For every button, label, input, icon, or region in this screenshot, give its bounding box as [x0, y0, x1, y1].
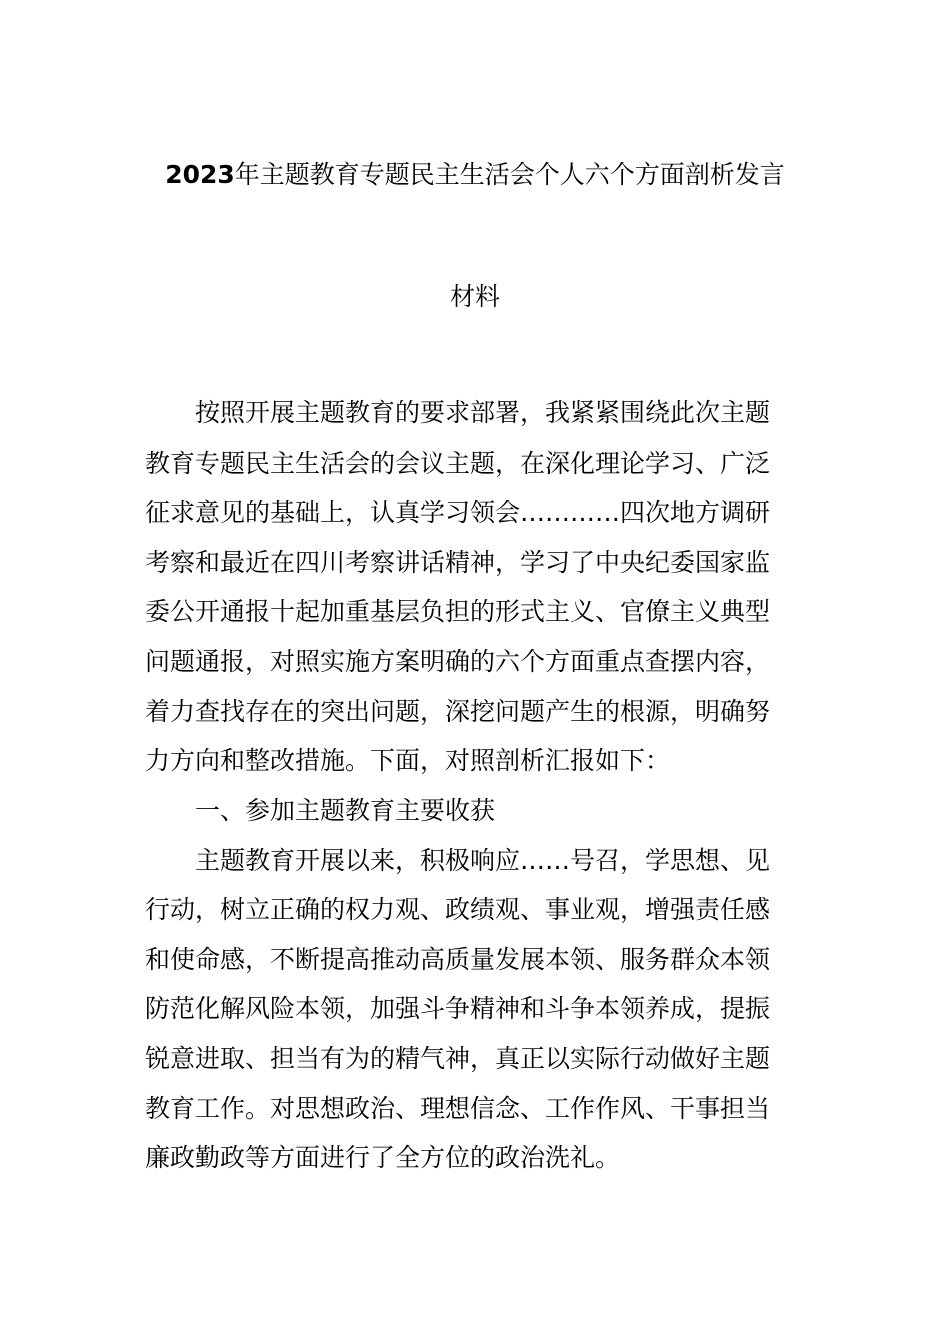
paragraph-1-line-5: 委公开通报十起加重基层负担的形式主义、官僚主义典型: [145, 597, 771, 626]
section-heading-1: 一、参加主题教育主要收获: [195, 796, 496, 825]
paragraph-2-line-1: 主题教育开展以来，积极响应……号召，学思想、见: [195, 846, 771, 875]
document-title-continuation: 材料: [449, 282, 500, 311]
paragraph-1-line-8: 力方向和整改措施。下面，对照剖析汇报如下：: [145, 746, 671, 775]
paragraph-1-line-7: 着力查找存在的突出问题，深挖问题产生的根源，明确努: [145, 697, 771, 726]
paragraph-1-line-2: 教育专题民主生活会的会议主题，在深化理论学习、广泛: [145, 449, 771, 478]
title-year: 2023: [165, 160, 235, 189]
paragraph-2-line-6: 教育工作。对思想政治、理想信念、工作作风、干事担当: [145, 1094, 771, 1123]
paragraph-1-line-1: 按照开展主题教育的要求部署，我紧紧围绕此次主题: [195, 398, 771, 427]
document-title: [0, 158, 950, 192]
paragraph-1-line-4: 考察和最近在四川考察讲话精神，学习了中央纪委国家监: [145, 548, 771, 577]
paragraph-1-line-3: 征求意见的基础上，认真学习领会…………四次地方调研: [145, 498, 771, 527]
paragraph-2-line-3: 和使命感，不断提高推动高质量发展本领、服务群众本领: [145, 945, 771, 974]
paragraph-2-line-5: 锐意进取、担当有为的精气神，真正以实际行动做好主题: [145, 1044, 771, 1073]
paragraph-2-line-2: 行动，树立正确的权力观、政绩观、事业观，增强责任感: [145, 895, 771, 924]
paragraph-2-line-7: 廉政勤政等方面进行了全方位的政治洗礼。: [145, 1143, 621, 1172]
paragraph-1-line-6: 问题通报，对照实施方案明确的六个方面重点查摆内容，: [145, 647, 771, 676]
paragraph-2-line-4: 防范化解风险本领，加强斗争精神和斗争本领养成，提振: [145, 994, 771, 1023]
title-text: 年主题教育专题民主生活会个人六个方面剖析发言: [234, 160, 785, 189]
